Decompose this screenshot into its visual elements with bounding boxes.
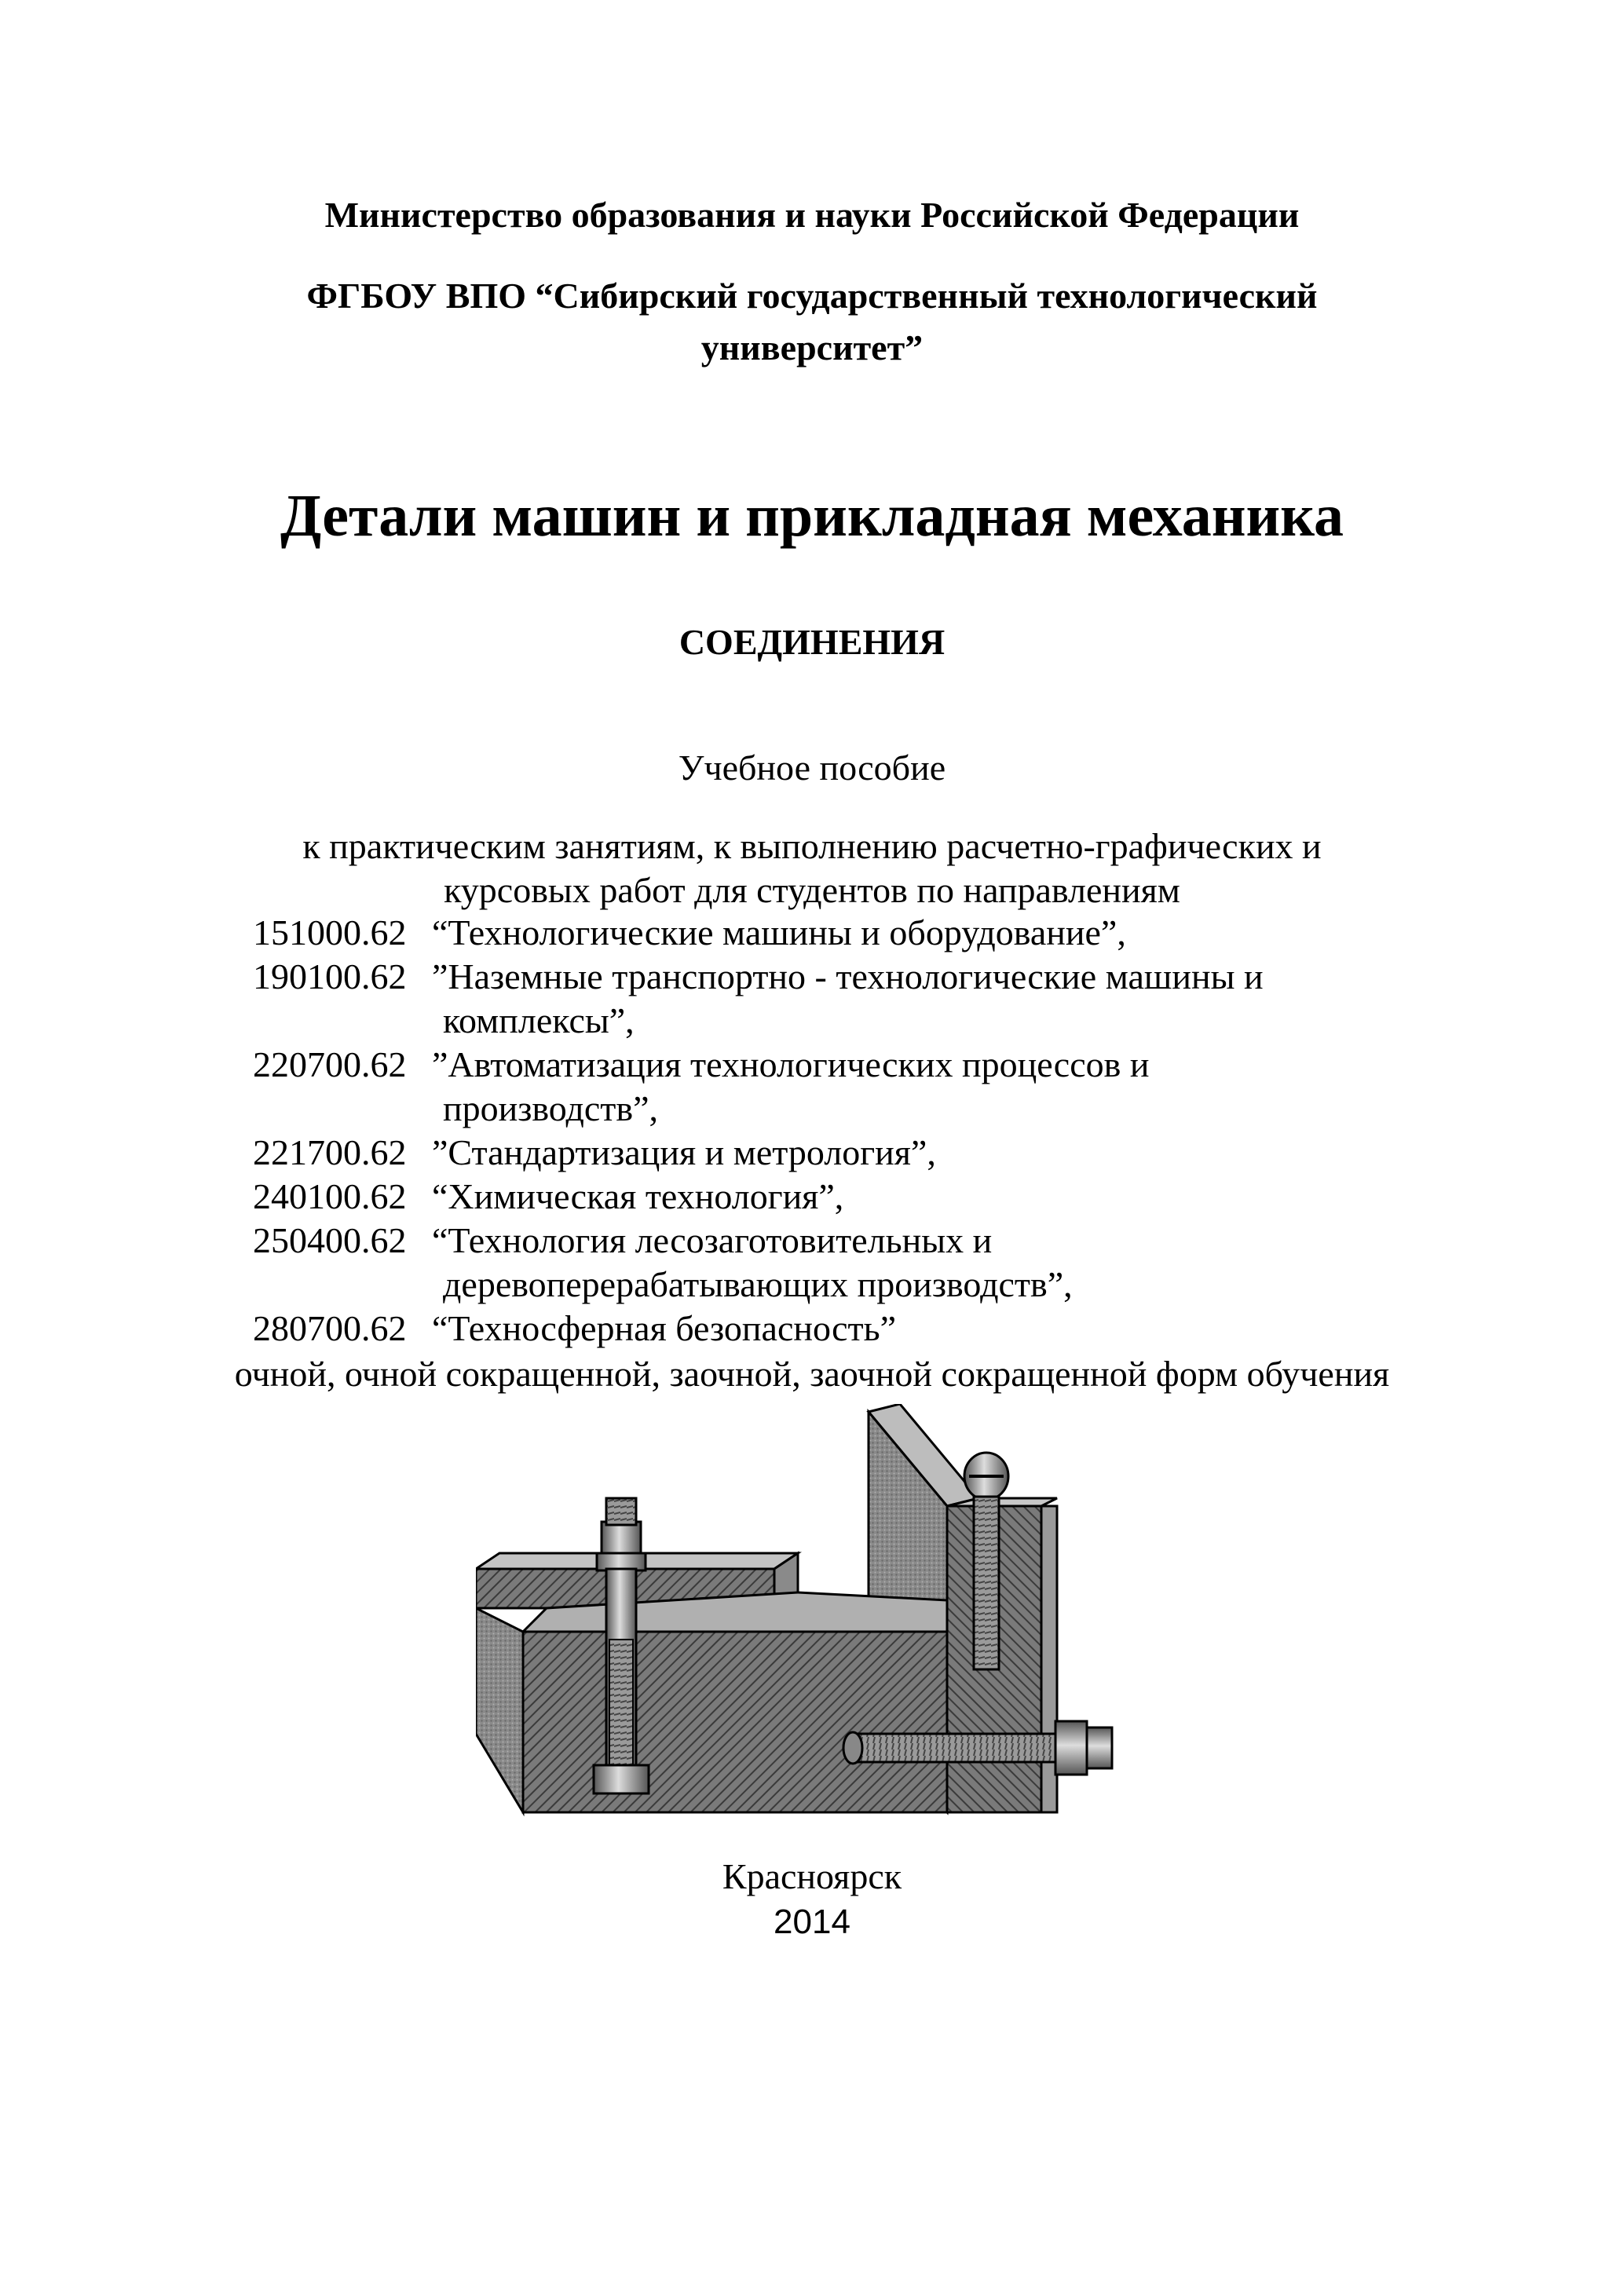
program-name-continued: комплексы”, xyxy=(443,1000,635,1040)
purpose-text xyxy=(0,824,1624,912)
university-name xyxy=(236,270,1388,374)
program-name: “Техносферная безопасность” xyxy=(432,1308,897,1348)
list-item xyxy=(253,911,1431,955)
document-type: Учебное пособие xyxy=(678,748,946,788)
study-forms: очной, очной сокращенной, заочной, заочной сокращенной форм обучения xyxy=(234,1354,1390,1394)
program-list xyxy=(253,911,1431,1351)
program-code: 280700.62 xyxy=(253,1308,407,1348)
university-name-line-2: университет” xyxy=(700,327,924,367)
program-code: 240100.62 xyxy=(253,1176,407,1216)
page-title: Детали машин и прикладная механика xyxy=(280,483,1344,549)
program-name-continued: производств”, xyxy=(443,1088,659,1128)
list-item xyxy=(253,1131,1431,1175)
program-name: ”Автоматизация технологических процессов и xyxy=(432,1044,1150,1084)
program-code: 220700.62 xyxy=(253,1044,407,1084)
university-name-line-1: ФГБОУ ВПО “Сибирский государственный технологический xyxy=(306,276,1318,316)
ministry-name: Министерство образования и науки Российской Федерации xyxy=(324,195,1300,235)
program-code: 250400.62 xyxy=(253,1220,407,1260)
purpose-line-1: к практическим занятиям, к выполнению расчетно-графических и xyxy=(302,826,1322,866)
list-item xyxy=(253,1219,1431,1307)
list-item xyxy=(253,955,1431,1043)
list-item xyxy=(253,1175,1431,1219)
list-item xyxy=(253,1043,1431,1131)
program-name: ”Наземные транспортно - технологические машины и xyxy=(432,956,1264,996)
list-item xyxy=(253,1307,1431,1351)
city: Красноярск xyxy=(722,1856,902,1896)
program-name: ”Стандартизация и метрология”, xyxy=(432,1132,936,1172)
program-name-continued: деревоперерабатывающих производств”, xyxy=(443,1264,1073,1304)
program-name: “Технология лесозаготовительных и xyxy=(432,1220,993,1260)
program-code: 221700.62 xyxy=(253,1132,407,1172)
program-code: 190100.62 xyxy=(253,956,407,996)
program-code: 151000.62 xyxy=(253,912,407,952)
page-subtitle: СОЕДИНЕНИЯ xyxy=(678,622,946,662)
purpose-line-2: курсовых работ для студентов по направлениям xyxy=(444,870,1180,910)
bolted-joint-drawing-icon xyxy=(476,1404,1136,1820)
year: 2014 xyxy=(774,1903,850,1941)
program-name: “Химическая технология”, xyxy=(432,1176,844,1216)
program-name: “Технологические машины и оборудование”, xyxy=(432,912,1126,952)
